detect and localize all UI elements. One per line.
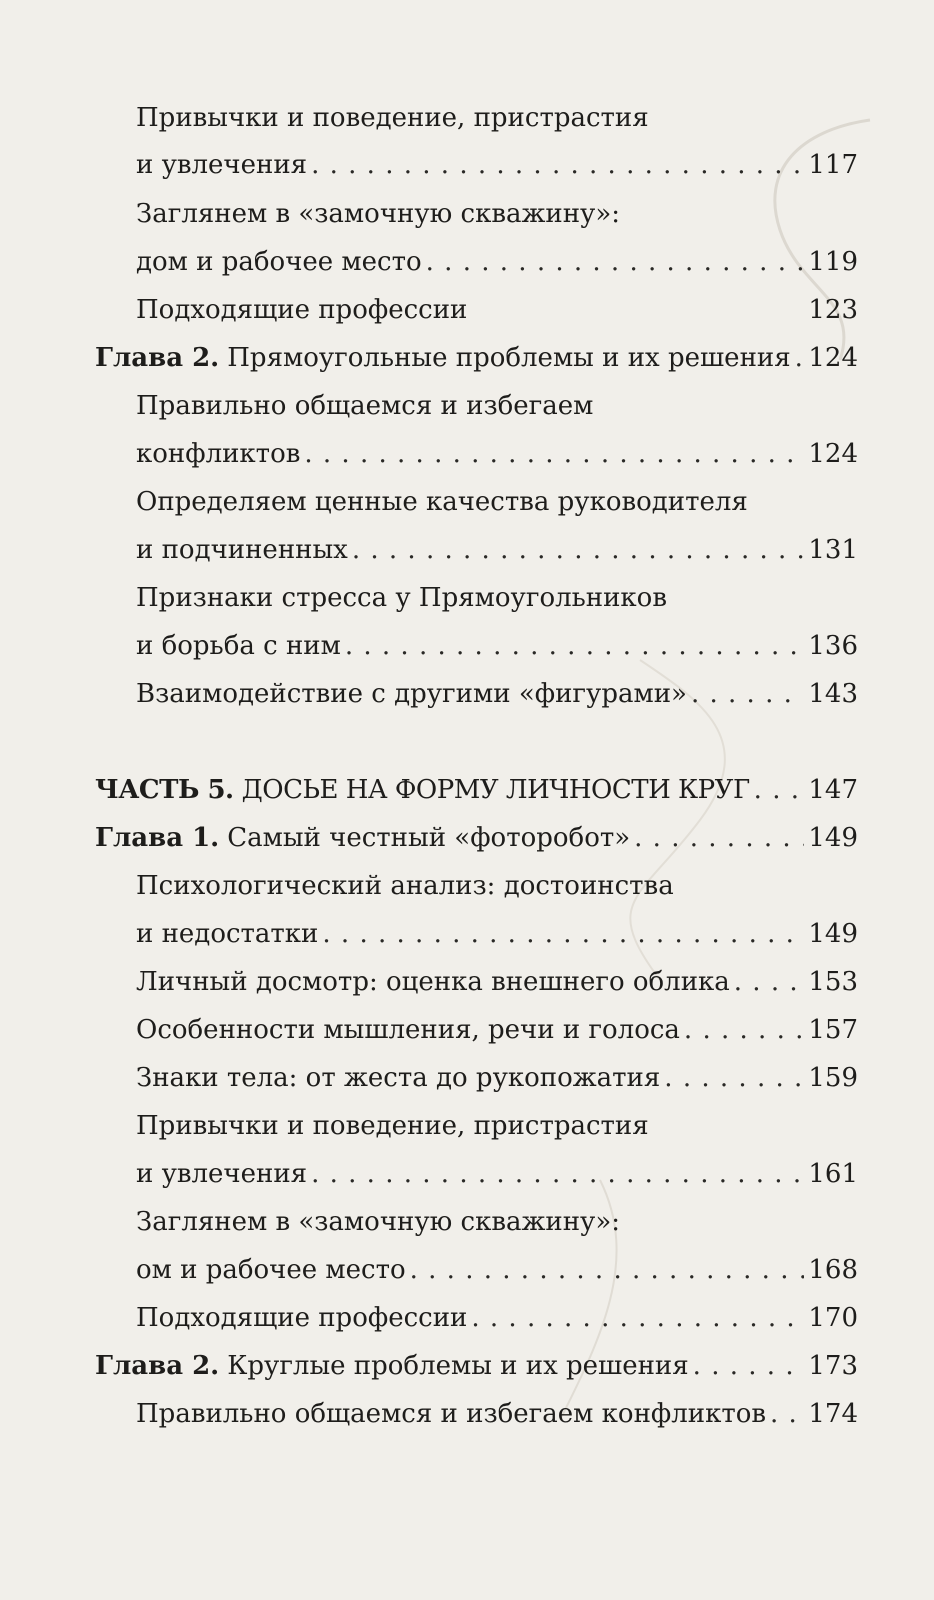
dot-leader — [664, 1061, 804, 1095]
chapter-label: Глава 1. — [95, 823, 220, 853]
dot-leader — [754, 773, 805, 807]
toc-entry-text: и увлечения — [136, 1159, 308, 1189]
toc-chapter-entry — [95, 821, 858, 855]
toc-entry — [136, 1301, 858, 1335]
toc-entry-text: Психологический анализ: достоинства — [136, 871, 674, 901]
toc-entry-text: ом и рабочее место — [136, 1255, 406, 1285]
dot-leader — [634, 821, 804, 855]
toc-entry — [136, 437, 858, 471]
toc-entry — [136, 1157, 858, 1191]
toc-page-number: 131 — [808, 535, 858, 565]
toc-entry-text: Привычки и поведение, пристрастия — [136, 1111, 649, 1141]
toc-page-number: 159 — [808, 1063, 858, 1093]
toc-entry — [136, 1397, 858, 1431]
toc-entry — [136, 245, 858, 279]
part-label: ЧАСТЬ 5. — [95, 775, 234, 805]
toc-entry — [136, 629, 858, 663]
toc-chapter-entry — [95, 341, 858, 375]
toc-entry-text: Признаки стресса у Прямоугольников — [136, 583, 667, 613]
toc-page-number: 149 — [808, 919, 858, 949]
toc-entry-text: конфликтов — [136, 439, 301, 469]
dot-leader — [693, 1349, 805, 1383]
dot-leader — [734, 965, 805, 999]
toc-entry — [136, 1061, 858, 1095]
toc-entry-text: Определяем ценные качества руководителя — [136, 487, 748, 517]
toc-entry — [136, 1013, 858, 1047]
toc-entry-text: Заглянем в «замочную скважину»: — [136, 199, 621, 229]
toc-page-number: 173 — [808, 1351, 858, 1381]
dot-leader — [691, 677, 804, 711]
toc-page-number: 124 — [808, 343, 858, 373]
toc-page-number: 157 — [808, 1015, 858, 1045]
dot-leader — [426, 245, 805, 279]
toc-entry-text: ДОСЬЕ НА ФОРМУ ЛИЧНОСТИ КРУГ — [241, 775, 750, 805]
toc-page-number: 123 — [808, 295, 858, 325]
toc-page-number: 119 — [808, 247, 858, 277]
toc-page-number: 161 — [808, 1159, 858, 1189]
toc-page-number: 153 — [808, 967, 858, 997]
toc-entry-text: и недостатки — [136, 919, 319, 949]
toc-entry-text: Привычки и поведение, пристрастия — [136, 103, 649, 133]
dot-leader — [311, 148, 804, 182]
toc-page-number: 124 — [808, 439, 858, 469]
chapter-label: Глава 2. — [95, 343, 220, 373]
toc-entry-text: Подходящие профессии — [136, 295, 468, 325]
toc-entry-text: Прямоугольные проблемы и их решения — [227, 343, 791, 373]
dot-leader — [345, 629, 805, 663]
toc-page-number: 149 — [808, 823, 858, 853]
dot-leader — [322, 917, 804, 951]
toc-page-number: 143 — [808, 679, 858, 709]
toc-part-entry — [95, 773, 858, 807]
toc-entry — [136, 1253, 858, 1287]
chapter-label: Глава 2. — [95, 1351, 220, 1381]
dot-leader — [471, 1301, 804, 1335]
toc-page-number: 168 — [808, 1255, 858, 1285]
dot-leader — [304, 437, 804, 471]
toc-page-number: 170 — [808, 1303, 858, 1333]
toc-entry-text: и подчиненных — [136, 535, 348, 565]
toc-entry — [136, 677, 858, 711]
toc-chapter-entry — [95, 1349, 858, 1383]
toc-page-number: 117 — [808, 150, 858, 180]
toc-entry — [136, 917, 858, 951]
dot-leader — [770, 1397, 804, 1431]
toc-entry-text: Правильно общаемся и избегаем конфликтов — [136, 1399, 767, 1429]
toc-page-number: 174 — [808, 1399, 858, 1429]
toc-entry-text: Подходящие профессии — [136, 1303, 468, 1333]
toc-entry-text: Самый честный «фоторобот» — [227, 823, 631, 853]
toc-page-number: 136 — [808, 631, 858, 661]
toc-entry-text: и увлечения — [136, 150, 308, 180]
toc-entry-text: дом и рабочее место — [136, 247, 422, 277]
dot-leader — [352, 533, 805, 567]
dot-leader — [311, 1157, 804, 1191]
toc-entry — [136, 293, 858, 327]
toc-entry-text: Заглянем в «замочную скважину»: — [136, 1207, 621, 1237]
toc-entry-text: Знаки тела: от жеста до рукопожатия — [136, 1063, 661, 1093]
toc-page-number: 147 — [808, 775, 858, 805]
dot-leader — [410, 1253, 805, 1287]
toc-entry-text: Личный досмотр: оценка внешнего облика — [136, 967, 730, 997]
toc-entry — [136, 533, 858, 567]
toc-entry-text: Особенности мышления, речи и голоса — [136, 1015, 680, 1045]
dot-leader — [684, 1013, 804, 1047]
toc-entry-text: Круглые проблемы и их решения — [227, 1351, 689, 1381]
toc-entry-text: Взаимодействие с другими «фигурами» — [136, 679, 687, 709]
toc-entry — [136, 148, 858, 182]
toc-entry-text: Правильно общаемся и избегаем — [136, 391, 594, 421]
dot-leader — [795, 341, 805, 375]
toc-entry — [136, 965, 858, 999]
toc-entry-text: и борьба с ним — [136, 631, 341, 661]
